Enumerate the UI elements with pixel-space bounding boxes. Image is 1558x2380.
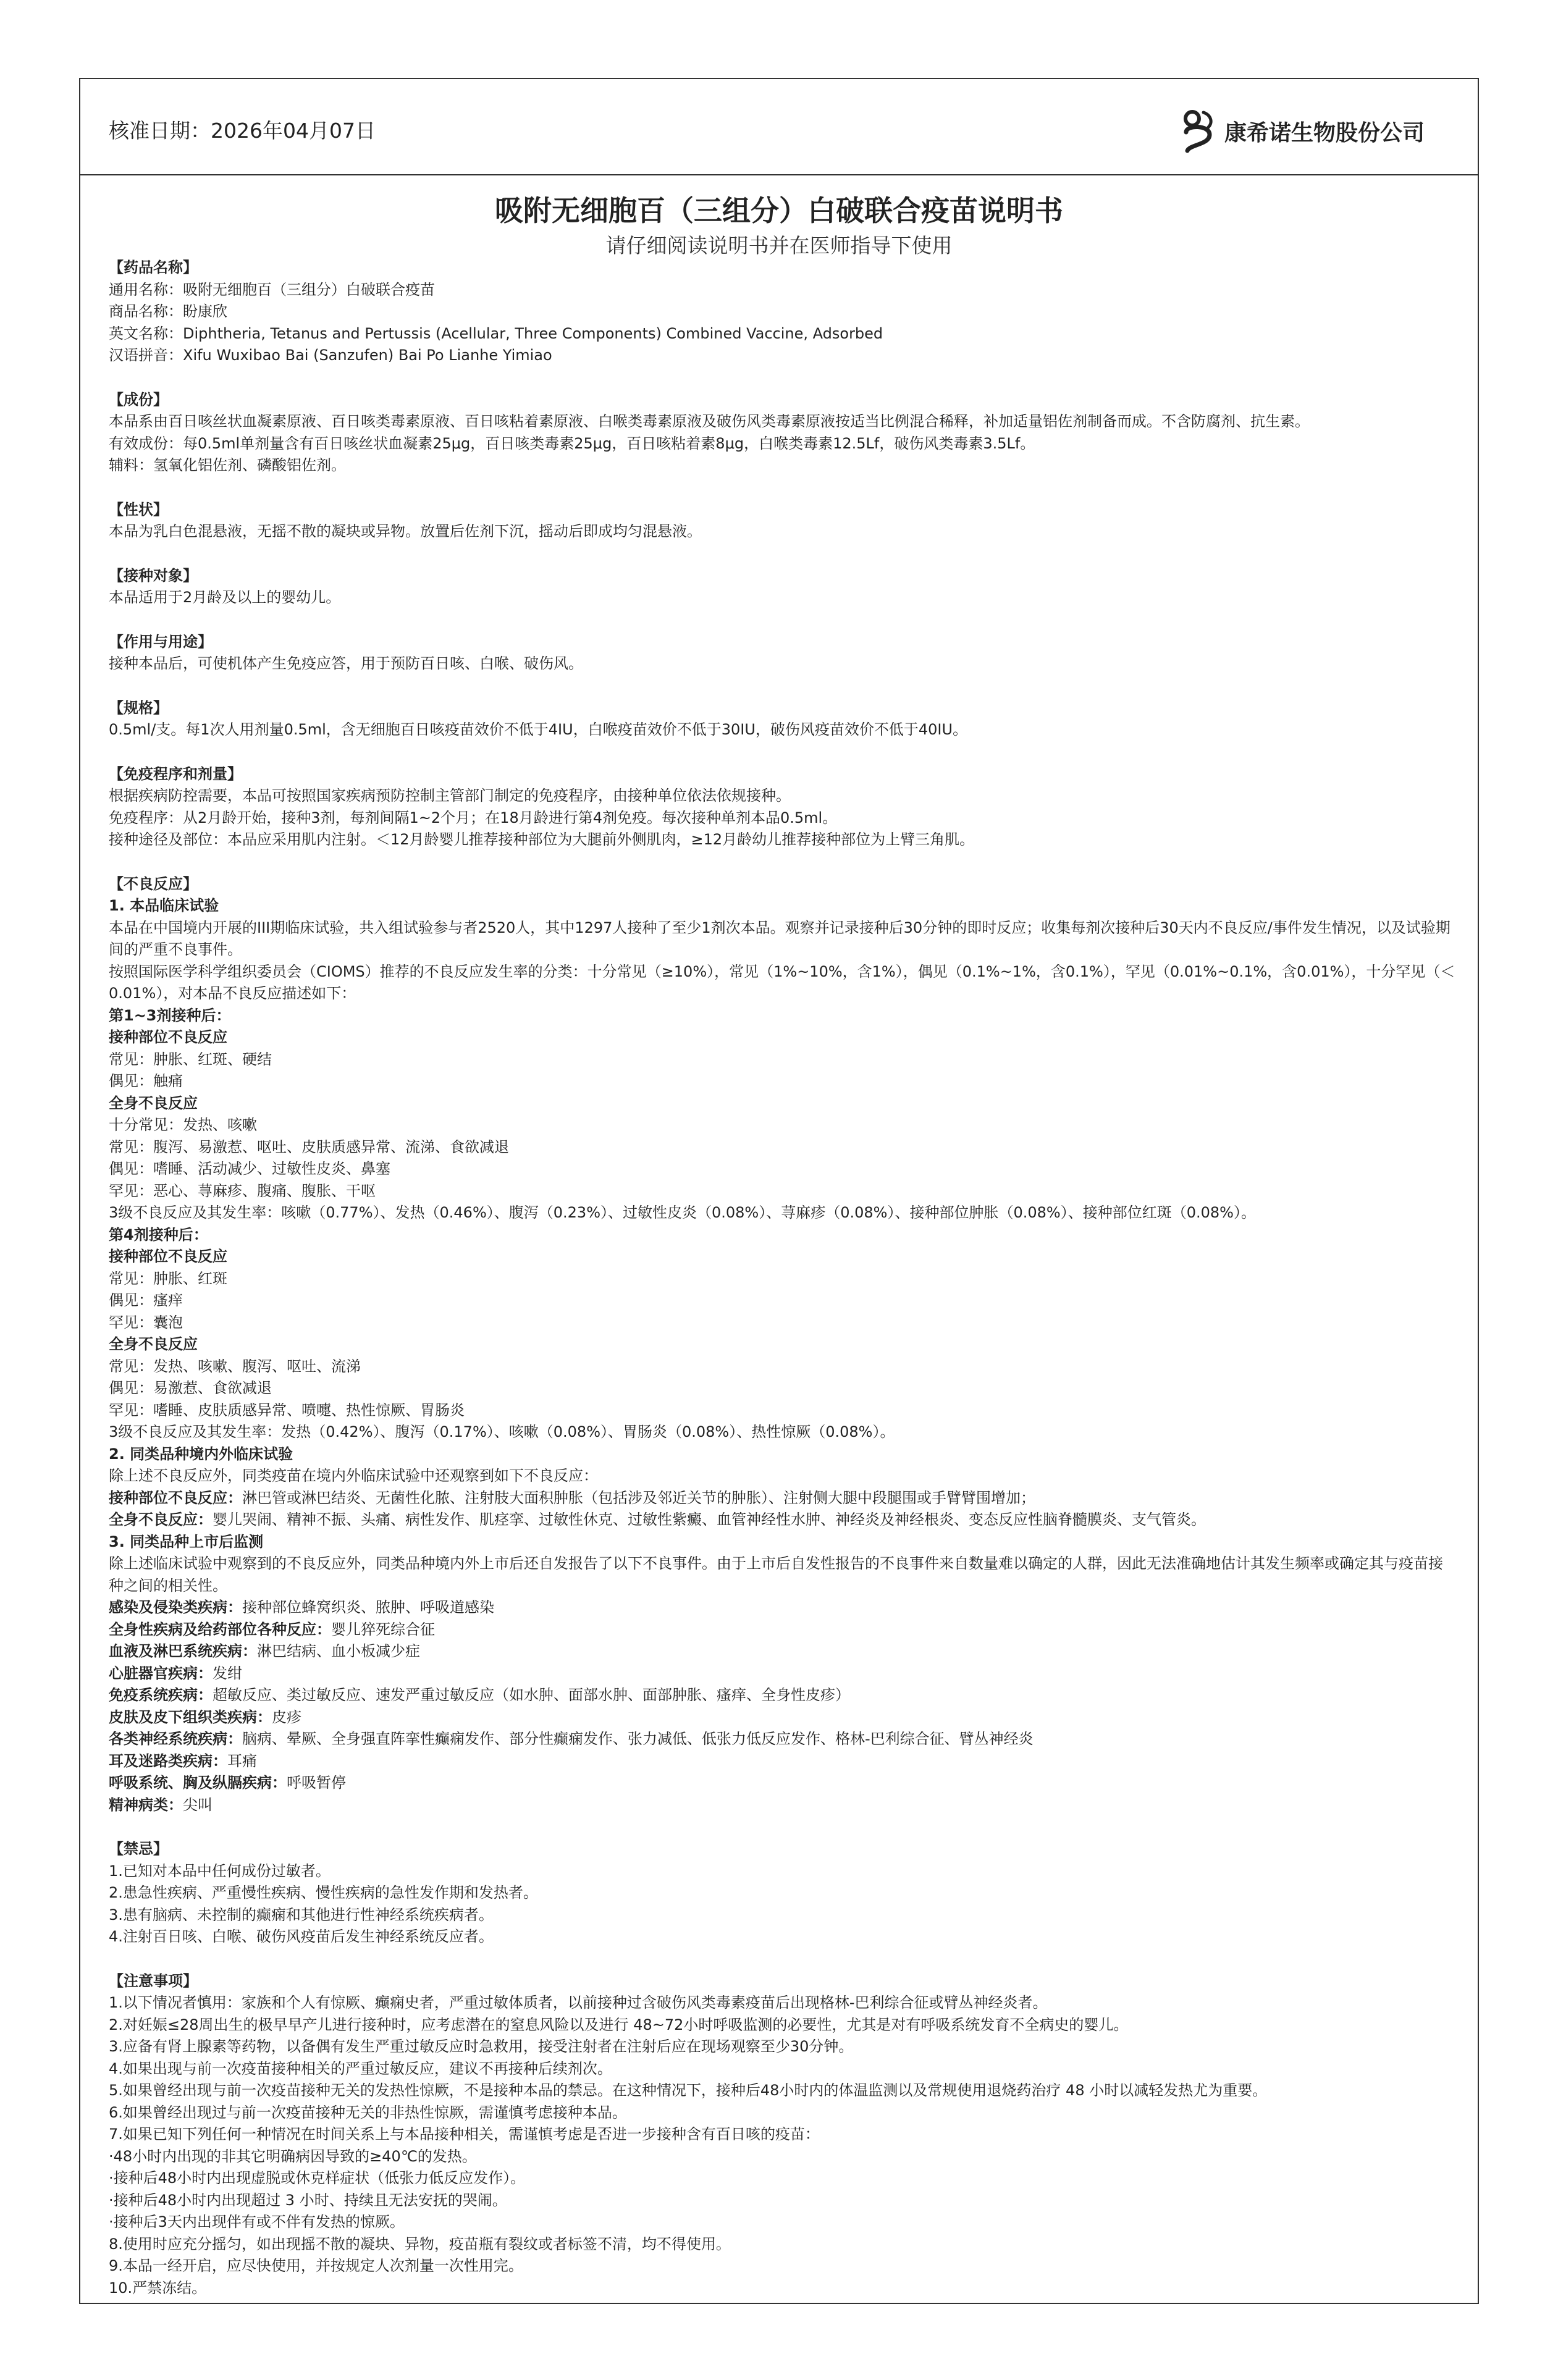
text-line (109, 1728, 1455, 1751)
section-precautions (109, 1970, 1455, 2300)
adverse-reaction-list (109, 895, 1455, 1816)
section-heading: 【规格】 (109, 699, 168, 717)
text-line (109, 1641, 1455, 1663)
text-line: 接种本品后，可使机体产生免疫应答，用于预防百日咳、白喉、破伤风。 (109, 655, 583, 672)
text-line: 罕见：囊泡 (109, 1313, 183, 1331)
list-item: 1.以下情况者慎用：家族和个人有惊厥、癫痫史者，严重过敏体质者，以前接种过含破伤风类毒素疫苗后出现格林-巴利综合征或臂丛神经炎者。 (109, 1994, 1048, 2011)
list-item: ·接种后48小时内出现超过 3 小时、持续且无法安抚的哭闹。 (109, 2191, 507, 2209)
text-line: 有效成份：每0.5ml单剂量含有百日咳丝状血凝素25μg，百日咳类毒素25μg，百日咳粘着素8μg，白喉类毒素12.5Lf，破伤风类毒素3.5Lf。 (109, 434, 1035, 452)
document-subtitle: 请仔细阅读说明书并在医师指导下使用 (605, 233, 953, 258)
document-title: 吸附无细胞百（三组分）白破联合疫苗说明书 (495, 194, 1063, 227)
list-item: 9.本品一经开启，应尽快使用，并按规定人次剂量一次性用完。 (109, 2257, 523, 2274)
section-drug-name (109, 257, 1455, 367)
text-line (109, 1772, 1455, 1794)
subheading: 2. 同类品种境内外临床试验 (109, 1445, 293, 1463)
value: 淋巴管或淋巴结炎、无菌性化脓、注射肢大面积肿胀（包括涉及邻近关节的肿胀）、注射侧大腿中段腿围或手臂臂围增加； (242, 1489, 1035, 1507)
text-line: 本品适用于2月龄及以上的婴幼儿。 (109, 589, 341, 606)
precaution-list (109, 1992, 1455, 2299)
section-heading: 【禁忌】 (109, 1840, 168, 1857)
section-heading: 【成份】 (109, 390, 168, 408)
label: 耳及迷路类疾病： (109, 1752, 227, 1770)
section-heading: 【性状】 (109, 500, 168, 518)
text-line: 偶见：触痛 (109, 1072, 183, 1090)
subheading: 第1~3剂接种后： (109, 1006, 231, 1024)
list-item: 6.如果曾经出现过与前一次疫苗接种无关的非热性惊厥，需谨慎考虑接种本品。 (109, 2103, 627, 2121)
section-heading: 【免疫程序和剂量】 (109, 765, 242, 783)
section-description (109, 499, 1455, 543)
label: 皮肤及皮下组织类疾病： (109, 1708, 272, 1726)
text-line: 接种途径及部位：本品应采用肌内注射。＜12月龄婴儿推荐接种部位为大腿前外侧肌肉，≥12月龄幼儿推荐接种部位为上臂三角肌。 (109, 831, 975, 848)
text-line (109, 1684, 1455, 1707)
text-line: 偶见：易激惹、食欲减退 (109, 1379, 272, 1397)
subheading: 第4剂接种后： (109, 1226, 208, 1243)
cansino-logo-icon (1179, 107, 1218, 154)
text-line: 常见：发热、咳嗽、腹泻、呕吐、流涕 (109, 1357, 361, 1375)
value: 呼吸暂停 (287, 1774, 346, 1791)
text-line: 3级不良反应及其发生率：发热（0.42%）、腹泻（0.17%）、咳嗽（0.08%）、胃肠炎（0.08%）、热性惊厥（0.08%）。 (109, 1423, 895, 1440)
label: 免疫系统疾病： (109, 1686, 213, 1704)
list-item: 5.如果曾经出现与前一次疫苗接种无关的发热性惊厥，不是接种本品的禁忌。在这种情况下，接种后48小时内的体温监测以及常规使用退烧药治疗 48 小时以减轻发热尤为重要。 (109, 2082, 1268, 2099)
text-line: 十分常见：发热、咳嗽 (109, 1116, 257, 1133)
company-header (1179, 107, 1425, 154)
section-heading: 【药品名称】 (109, 259, 198, 276)
subheading: 全身不良反应 (109, 1094, 198, 1112)
document-body (109, 257, 1455, 2321)
text-line (109, 1597, 1455, 1619)
section-heading: 【接种对象】 (109, 566, 198, 584)
subheading: 接种部位不良反应 (109, 1028, 227, 1046)
value: 婴儿猝死综合征 (331, 1620, 435, 1638)
text-line: 0.5ml/支。每1次人用剂量0.5ml，含无细胞百日咳疫苗效价不低于4IU，白喉疫苗效价不低于30IU，破伤风疫苗效价不低于40IU。 (109, 721, 968, 738)
value: 婴儿哭闹、精神不振、头痛、病性发作、肌痉挛、过敏性休克、过敏性紫癜、血管神经性水肿、神经炎及神经根炎、变态反应性脑脊髓膜炎、支气管炎。 (213, 1511, 1206, 1528)
text-line: 常见：腹泻、易激惹、呕吐、皮肤质感异常、流涕、食欲减退 (109, 1138, 509, 1156)
list-item: 3.患有脑病、未控制的癫痫和其他进行性神经系统疾病者。 (109, 1906, 494, 1924)
text-line: 本品系由百日咳丝状血凝素原液、百日咳类毒素原液、百日咳粘着素原液、白喉类毒素原液及破伤风类毒素原液按适当比例混合稀释，补加适量铝佐剂制备而成。不含防腐剂、抗生素。 (109, 413, 1310, 430)
value: 超敏反应、类过敏反应、速发严重过敏反应（如水肿、面部水肿、面部肿胀、瘙痒、全身性皮疹） (213, 1686, 850, 1704)
text-line: 通用名称：吸附无细胞百（三组分）白破联合疫苗 (109, 280, 435, 298)
text-line: 常见：肿胀、红斑、硬结 (109, 1050, 272, 1068)
section-dosage (109, 763, 1455, 851)
list-item: ·接种后48小时内出现虚脱或休克样症状（低张力低反应发作）。 (109, 2169, 526, 2187)
value: 接种部位蜂窝织炎、脓肿、呼吸道感染 (242, 1599, 494, 1616)
text-line: 汉语拼音：Xifu Wuxibao Bai (Sanzufen) Bai Po Lianhe Yimiao (109, 347, 552, 364)
list-item: 2.对妊娠≤28周出生的极早早产儿进行接种时，应考虑潜在的窒息风险以及进行 48~72小时呼吸监测的必要性，尤其是对有呼吸系统发育不全病史的婴儿。 (109, 2016, 1129, 2033)
section-target (109, 565, 1455, 609)
text-line (109, 1619, 1455, 1641)
list-item: 2.患急性疾病、严重慢性疾病、慢性疾病的急性发作期和发热者。 (109, 1884, 538, 1901)
text-line: 本品为乳白色混悬液，无摇不散的凝块或异物。放置后佐剂下沉，摇动后即成均匀混悬液。 (109, 523, 702, 540)
section-specification (109, 697, 1455, 741)
list-item: ·48小时内出现的非其它明确病因导致的≥40℃的发热。 (109, 2147, 477, 2165)
text-line: 除上述临床试验中观察到的不良反应外，同类品种境内外上市后还自发报告了以下不良事件。由于上市后自发性报告的不良事件来自数量难以确定的人群，因此无法准确地估计其发生频率或确定其与疫苗接种之间的相关性。 (109, 1555, 1443, 1594)
label: 各类神经系统疾病： (109, 1730, 242, 1747)
text-line: 常见：肿胀、红斑 (109, 1269, 227, 1287)
section-heading: 【注意事项】 (109, 1972, 198, 1990)
text-line: 本品在中国境内开展的III期临床试验，共入组试验参与者2520人，其中1297人接种了至少1剂次本品。观察并记录接种后30分钟的即时反应；收集每剂次接种后30天内不良反应/事件发生情况，以及试验期间的严重不良事件。 (109, 919, 1451, 958)
label: 血液及淋巴系统疾病： (109, 1642, 257, 1660)
text-line (109, 1509, 1455, 1531)
label: 感染及侵染类疾病： (109, 1599, 242, 1616)
text-line (109, 1487, 1455, 1510)
text-line: 英文名称：Diphtheria, Tetanus and Pertussis (Acellular, Three Components) Combined Vaccine, Adsorbed (109, 324, 883, 342)
section-heading: 【不良反应】 (109, 875, 198, 893)
text-line: 3级不良反应及其发生率：咳嗽（0.77%）、发热（0.46%）、腹泻（0.23%）、过敏性皮炎（0.08%）、荨麻疹（0.08%）、接种部位肿胀（0.08%）、接种部位红斑（0.08%）。 (109, 1204, 1256, 1221)
value: 脑病、晕厥、全身强直阵挛性癫痫发作、部分性癫痫发作、张力减低、低张力低反应发作、格林-巴利综合征、臂丛神经炎 (242, 1730, 1034, 1747)
list-item: 1.已知对本品中任何成份过敏者。 (109, 1862, 331, 1880)
subheading: 3. 同类品种上市后监测 (109, 1533, 264, 1550)
value: 尖叫 (183, 1796, 213, 1814)
label: 全身不良反应： (109, 1511, 213, 1528)
section-heading: 【作用与用途】 (109, 633, 213, 650)
text-line: 按照国际医学科学组织委员会（CIOMS）推荐的不良反应发生率的分类：十分常见（≥10%），常见（1%~10%，含1%），偶见（0.1%~1%，含0.1%），罕见（0.01%~0.1%，含0.01%），十分罕见（＜0.01%），对本品不良反应描述如下： (109, 962, 1455, 1002)
subheading: 接种部位不良反应 (109, 1248, 227, 1265)
value: 淋巴结病、血小板减少症 (257, 1642, 420, 1660)
text-line (109, 1707, 1455, 1729)
text-line: 免疫程序：从2月龄开始，接种3剂，每剂间隔1~2个月；在18月龄进行第4剂免疫。每次接种单剂本品0.5ml。 (109, 809, 838, 826)
section-composition (109, 389, 1455, 477)
list-item: ·接种后3天内出现伴有或不伴有发热的惊厥。 (109, 2213, 405, 2231)
text-line (109, 1794, 1455, 1817)
list-item: 3.应备有肾上腺素等药物，以备偶有发生严重过敏反应时急救用，接受注射者在注射后应在现场观察至少30分钟。 (109, 2038, 854, 2055)
section-indication (109, 631, 1455, 675)
text-line: 偶见：嗜睡、活动减少、过敏性皮炎、鼻塞 (109, 1160, 390, 1177)
text-line: 辅料：氢氧化铝佐剂、磷酸铝佐剂。 (109, 456, 346, 474)
subheading: 1. 本品临床试验 (109, 897, 219, 914)
text-line: 根据疾病防控需要，本品可按照国家疾病预防控制主管部门制定的免疫程序，由接种单位依法依规接种。 (109, 787, 791, 804)
list-item: 7.如果已知下列任何一种情况在时间关系上与本品接种相关，需谨慎考虑是否进一步接种含有百日咳的疫苗： (109, 2126, 820, 2143)
text-line: 除上述不良反应外，同类疫苗在境内外临床试验中还观察到如下不良反应： (109, 1467, 598, 1484)
section-contraindications (109, 1838, 1455, 1948)
approval-date: 核准日期：2026年04月07日 (109, 119, 376, 143)
label: 接种部位不良反应： (109, 1489, 242, 1507)
text-line (109, 1751, 1455, 1773)
text-line (109, 1663, 1455, 1685)
company-name: 康希诺生物股份公司 (1224, 120, 1425, 146)
label: 心脏器官疾病： (109, 1664, 213, 1682)
list-item: 4.注射百日咳、白喉、破伤风疫苗后发生神经系统反应者。 (109, 1928, 494, 1945)
list-item: 4.如果出现与前一次疫苗接种相关的严重过敏反应，建议不再接种后续剂次。 (109, 2059, 612, 2077)
list-item: 10.严禁冻结。 (109, 2279, 207, 2297)
text-line: 罕见：嗜睡、皮肤质感异常、喷嚏、热性惊厥、胃肠炎 (109, 1401, 465, 1419)
section-adverse-reactions (109, 873, 1455, 1817)
label: 呼吸系统、胸及纵膈疾病： (109, 1774, 287, 1791)
value: 皮疹 (272, 1708, 301, 1726)
label: 全身性疾病及给药部位各种反应： (109, 1620, 331, 1638)
text-line: 商品名称：盼康欣 (109, 303, 227, 320)
value: 发绀 (213, 1664, 242, 1682)
list-item: 8.使用时应充分摇匀，如出现摇不散的凝块、异物，疫苗瓶有裂纹或者标签不清，均不得使用。 (109, 2235, 731, 2253)
value: 耳痛 (227, 1752, 257, 1770)
subheading: 全身不良反应 (109, 1335, 198, 1353)
header-divider (79, 174, 1479, 175)
text-line: 偶见：瘙痒 (109, 1292, 183, 1309)
label: 精神病类： (109, 1796, 183, 1814)
text-line: 罕见：恶心、荨麻疹、腹痛、腹胀、干呕 (109, 1182, 376, 1200)
